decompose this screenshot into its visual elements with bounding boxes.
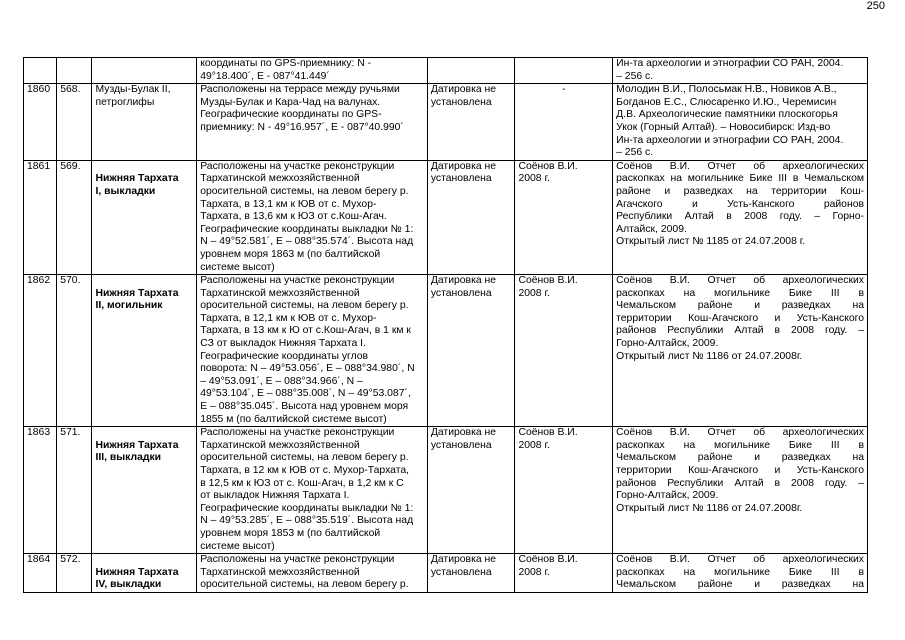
location-line: оросительной системы, на левом берегу р. (200, 300, 409, 312)
reference-line: Д.В. Археологические памятники плоскогорья (616, 109, 838, 121)
monument-name-line: II, могильник (95, 300, 163, 312)
row-registry-no (24, 427, 57, 554)
reference-line: Агачского и Усть-Канского районов (616, 198, 864, 210)
table-row (24, 160, 868, 274)
reference-line: Горно-Алтайск, 2009. (616, 490, 719, 502)
reference-line: районов Республики Алтай в 2008 году. – (616, 325, 864, 337)
location-line: оросительной системы, на левом берегу р. (200, 579, 409, 591)
item-number: 568. (60, 84, 81, 96)
reference-line: Соёнов В.И. Отчет об археологических (616, 275, 864, 287)
table-row (24, 427, 868, 554)
location-line: поворота: N – 49°53.056´, E – 088°34.980´, N (200, 363, 415, 375)
reference-line: раскопках на могильнике Бике III в Чемальском (616, 173, 864, 185)
location-line: Географические координаты выкладки № 1: (200, 223, 414, 235)
monument-author (515, 160, 613, 274)
row-registry-no (24, 84, 57, 161)
monument-name (92, 160, 197, 274)
monument-author (515, 427, 613, 554)
reference-line: – 256 с. (616, 147, 654, 159)
monument-dating (427, 58, 515, 84)
author-line: 2008 г. (518, 566, 550, 578)
reference-line: – 256 с. (616, 70, 654, 82)
location-line: Тархатинской межхозяйственной (200, 439, 360, 451)
row-registry-no (24, 160, 57, 274)
page-number: 250 (866, 0, 885, 12)
location-line: Тархата, в 13,1 км к ЮВ от с. Мухор- (200, 198, 377, 210)
reference-line: территории Кош-Агачского и Усть-Канского (616, 312, 864, 324)
reference-line: Чемальском районе и разведках на (616, 452, 864, 464)
location-line: N – 49°53.285´, E – 088°35.519´. Высота над (200, 515, 414, 527)
location-line: Тархата, в 13,6 км к ЮЗ от с.Кош-Агач. (200, 211, 387, 223)
monument-name (92, 275, 197, 427)
location-line: Музды-Булак и Кара-Чад на валунах. (200, 96, 381, 108)
location-line: в 12,5 км к ЮЗ от с. Кош-Агач, в 1,2 км к С (200, 477, 404, 489)
location-line: уровнем моря 1863 м (по балтийской (200, 248, 381, 260)
location-line: системе высот) (200, 540, 275, 552)
item-number: 571. (60, 427, 81, 439)
location-line: Тархата, в 12 км к ЮВ от с. Мухор-Тархата, (200, 465, 410, 476)
monument-location (197, 554, 428, 593)
table-row (24, 58, 868, 84)
monument-location (197, 275, 428, 427)
reference-line: Открытый лист № 1186 от 24.07.2008г. (616, 502, 803, 514)
monument-reference (613, 275, 868, 427)
reference-line: Открытый лист № 1185 от 24.07.2008 г. (616, 236, 806, 248)
reference-line: Открытый лист № 1186 от 24.07.2008г. (616, 350, 803, 362)
monument-name (92, 84, 197, 161)
row-item-no (57, 427, 92, 554)
item-number: 569. (60, 160, 81, 172)
row-registry-no (24, 58, 57, 84)
item-number: 572. (60, 554, 81, 566)
location-line: системе высот) (200, 261, 275, 273)
location-line: уровнем моря 1853 м (по балтийской (200, 527, 381, 539)
location-line: приемнику: N - 49°16.957´, E - 087°40.990´ (200, 121, 404, 133)
location-line: Расположены на участке реконструкции (200, 275, 395, 287)
reference-line: Ин-та археологии и этнографии СО РАН, 2004. (616, 134, 844, 146)
monument-dating (427, 427, 515, 554)
reference-line: раскопках на могильнике Бике III в (616, 439, 864, 451)
monument-name-line: IV, выкладки (95, 579, 162, 591)
location-line: Расположены на террасе между ручьями (200, 84, 400, 96)
monument-location (197, 427, 428, 554)
dating-line: установлена (430, 287, 492, 299)
location-line: оросительной системы, на левом берегу р. (200, 185, 409, 197)
row-registry-no (24, 554, 57, 593)
reference-line: районе и разведках на территории Кош- (616, 185, 864, 197)
monument-name-line: III, выкладки (95, 452, 162, 464)
row-item-no (57, 554, 92, 593)
dating-line: Датировка не (430, 554, 497, 566)
monument-name-line: Нижняя Тархата (95, 287, 179, 299)
row-item-no (57, 58, 92, 84)
monument-dating (427, 554, 515, 593)
monument-author (515, 275, 613, 427)
author-line: 2008 г. (518, 439, 550, 451)
dating-line: Датировка не (430, 160, 497, 172)
monument-name-line: Нижняя Тархата (95, 439, 179, 451)
dating-line: установлена (430, 173, 492, 185)
monument-name (92, 554, 197, 593)
author-line: - (562, 84, 566, 96)
table-row (24, 554, 868, 593)
table-row (24, 84, 868, 161)
author-line: 2008 г. (518, 287, 550, 299)
row-item-no (57, 160, 92, 274)
location-line: Тархата, в 12,1 км к ЮВ от с. Мухор- (200, 312, 377, 324)
row-item-no (57, 275, 92, 427)
monument-dating (427, 160, 515, 274)
location-line: Расположены на участке реконструкции (200, 427, 395, 439)
monument-location (197, 160, 428, 274)
location-line: 1855 м (по балтийской системе высот) (200, 413, 387, 425)
reference-line: Горно-Алтайск, 2009. (616, 338, 719, 350)
monument-name (92, 58, 197, 84)
registry-number: 1861 (27, 160, 51, 172)
reference-line: Алтайск, 2009. (616, 223, 687, 235)
item-number: 570. (60, 275, 81, 287)
reference-line: Соёнов В.И. Отчет об археологических (616, 554, 864, 566)
monument-location (197, 58, 428, 84)
author-line: Соёнов В.И. (518, 160, 578, 172)
dating-line: установлена (430, 439, 492, 451)
location-line: Географические координаты по GPS- (200, 109, 382, 121)
monument-reference (613, 427, 868, 554)
author-line: Соёнов В.И. (518, 554, 578, 566)
reference-line: раскопках на могильнике Бике III в (616, 566, 864, 578)
author-line: Соёнов В.И. (518, 427, 578, 439)
monument-name-line: Музды-Булак II, (95, 84, 171, 96)
monument-author (515, 554, 613, 593)
table-body (24, 58, 868, 593)
monument-reference (613, 58, 868, 84)
dating-line: Датировка не (430, 427, 497, 439)
dating-line: Датировка не (430, 275, 497, 287)
location-line: N – 49°52.581´, E – 088°35.574´. Высота над (200, 236, 414, 248)
dating-line: установлена (430, 96, 492, 108)
monument-name-line: петроглифы (95, 96, 155, 108)
author-line: 2008 г. (518, 173, 550, 185)
location-line: Тархатинской межхозяйственной (200, 173, 360, 185)
dating-line: Датировка не (430, 84, 497, 96)
row-item-no (57, 84, 92, 161)
reference-line: Чемальском районе и разведках на (616, 579, 864, 591)
location-line: от выкладок Нижняя Тархата I. (200, 490, 350, 502)
monument-reference (613, 160, 868, 274)
location-line: Тархатинской межхозяйственной (200, 287, 360, 299)
location-line: Тархата, в 13 км к Ю от с.Кош-Агач, в 1 км к (200, 325, 411, 337)
registry-number: 1863 (27, 427, 51, 439)
location-line: 49°18.400´, E - 087°41.449´ (200, 70, 330, 82)
monument-name-line: I, выкладки (95, 185, 156, 197)
reference-line: Молодин В.И., Полосьмак Н.В., Новиков А.В., (616, 84, 837, 96)
reference-line: Богданов Е.С., Слюсаренко И.Ю., Черемисин (616, 96, 837, 108)
registry-number: 1864 (27, 554, 51, 566)
table-row (24, 275, 868, 427)
registry-number: 1860 (27, 84, 51, 96)
monument-name-line: Нижняя Тархата (95, 173, 179, 185)
monument-reference (613, 554, 868, 593)
location-line: Тархатинской межхозяйственной (200, 566, 360, 578)
location-line: оросительной системы, на левом берегу р. (200, 452, 409, 464)
location-line: E – 088°35.045´. Высота над уровнем моря (200, 401, 409, 413)
monument-name-line: Нижняя Тархата (95, 566, 179, 578)
reference-line: раскопках на могильнике Бике III в (616, 287, 864, 299)
reference-line: Укок (Горный Алтай). – Новосибирск: Изд-во (616, 121, 831, 133)
monument-location (197, 84, 428, 161)
registry-number: 1862 (27, 275, 51, 287)
location-line: 49°53.104´, E – 088°35.008´, N – 49°53.087´, (200, 388, 411, 400)
row-registry-no (24, 275, 57, 427)
reference-line: Республики Алтай в 2008 году. – Горно- (616, 211, 864, 223)
reference-line: Ин-та археологии и этнографии СО РАН, 2004. (616, 58, 844, 69)
reference-line: Соёнов В.И. Отчет об археологических (616, 160, 864, 172)
dating-line: установлена (430, 566, 492, 578)
monument-name (92, 427, 197, 554)
monument-author (515, 84, 613, 161)
author-line: Соёнов В.И. (518, 275, 578, 287)
reference-line: Соёнов В.И. Отчет об археологических (616, 427, 864, 439)
location-line: координаты по GPS-приемнику: N - (200, 58, 372, 69)
reference-line: районов Республики Алтай в 2008 году. – (616, 477, 864, 489)
monuments-table (23, 57, 868, 593)
monument-dating (427, 84, 515, 161)
monument-reference (613, 84, 868, 161)
location-line: СЗ от выкладок Нижняя Тархата I. (200, 338, 366, 350)
location-line: Расположены на участке реконструкции (200, 554, 395, 566)
monument-author (515, 58, 613, 84)
reference-line: Чемальском районе и разведках на (616, 300, 864, 312)
location-line: Географические координаты выкладки № 1: (200, 502, 414, 514)
location-line: Расположены на участке реконструкции (200, 160, 395, 172)
monument-dating (427, 275, 515, 427)
reference-line: территории Кош-Агачского и Усть-Канского (616, 465, 864, 476)
location-line: – 49°53.091´, E – 088°34.966´, N – (200, 375, 363, 387)
location-line: Географические координаты углов (200, 350, 369, 362)
